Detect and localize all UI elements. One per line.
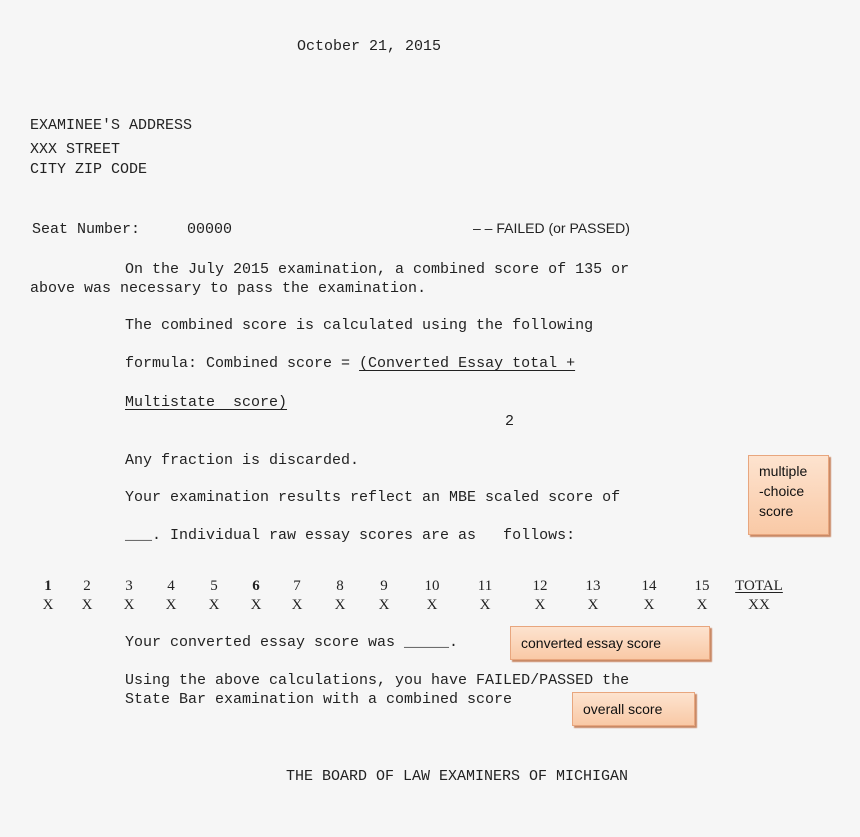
score-value-10: X — [426, 597, 438, 613]
essay-scores-header-row — [30, 577, 794, 596]
formula-numerator-1: (Converted Essay total + — [359, 355, 576, 372]
score-header-5: 5 — [210, 578, 218, 594]
raw-essay-line: ___. Individual raw essay scores are as follows: — [125, 527, 576, 544]
exam-status: – – FAILED (or PASSED) — [473, 220, 630, 236]
board-signature: THE BOARD OF LAW EXAMINERS OF MICHIGAN — [286, 768, 629, 785]
result-line-2: State Bar examination with a combined score — [125, 691, 513, 708]
multiple-choice-callout: multiple -choice score — [748, 455, 829, 535]
score-value-5: X — [208, 597, 220, 613]
score-header-2: 2 — [83, 578, 91, 594]
score-value-3: X — [123, 597, 135, 613]
result-line-1: Using the above calculations, you have FAILED/PASSED the — [125, 672, 630, 689]
score-value-13: X — [587, 597, 599, 613]
mbe-score-line: Your examination results reflect an MBE scaled score of — [125, 489, 621, 506]
score-header-13: 13 — [585, 578, 601, 594]
essay-scores-value-row — [30, 596, 794, 615]
paragraph-1-line-1: On the July 2015 examination, a combined score of 135 or — [125, 261, 630, 278]
score-header-4: 4 — [167, 578, 175, 594]
score-header-9: 9 — [380, 578, 388, 594]
score-header-6: 6 — [252, 578, 260, 594]
seat-number-label: Seat Number: — [32, 221, 141, 238]
score-value-4: X — [165, 597, 177, 613]
score-value-11: X — [479, 597, 491, 613]
score-value-15: X — [696, 597, 708, 613]
score-header-total: TOTAL — [735, 578, 783, 594]
score-header-8: 8 — [336, 578, 344, 594]
formula-line — [125, 354, 575, 373]
address-heading: EXAMINEE'S ADDRESS — [30, 117, 193, 134]
formula-denominator: 2 — [505, 413, 515, 430]
score-header-15: 15 — [694, 578, 710, 594]
converted-essay-callout: converted essay score — [510, 626, 710, 660]
paragraph-2: The combined score is calculated using the following — [125, 317, 594, 334]
letter-date: October 21, 2015 — [297, 38, 442, 55]
score-value-1: X — [42, 597, 54, 613]
paragraph-1-line-2: above was necessary to pass the examination. — [30, 280, 427, 297]
score-header-14: 14 — [641, 578, 657, 594]
score-value-6: X — [250, 597, 262, 613]
score-value-9: X — [378, 597, 390, 613]
essay-scores-table — [30, 577, 794, 615]
fraction-note: Any fraction is discarded. — [125, 452, 360, 469]
formula-prefix: formula: Combined score = — [125, 355, 360, 372]
score-value-total: XX — [748, 597, 770, 613]
address-city: CITY ZIP CODE — [30, 161, 148, 178]
score-header-3: 3 — [125, 578, 133, 594]
overall-score-callout: overall score — [572, 692, 695, 726]
address-street: XXX STREET — [30, 141, 121, 158]
seat-number-value: 00000 — [187, 221, 233, 238]
score-header-11: 11 — [477, 578, 493, 594]
score-value-8: X — [334, 597, 346, 613]
score-value-14: X — [643, 597, 655, 613]
formula-numerator-2: Multistate score) — [125, 394, 288, 411]
score-value-12: X — [534, 597, 546, 613]
score-header-12: 12 — [532, 578, 548, 594]
score-value-7: X — [291, 597, 303, 613]
score-header-7: 7 — [293, 578, 301, 594]
score-value-2: X — [81, 597, 93, 613]
score-header-10: 10 — [424, 578, 440, 594]
score-header-1: 1 — [44, 578, 52, 594]
converted-score-line: Your converted essay score was _____. — [125, 634, 459, 651]
